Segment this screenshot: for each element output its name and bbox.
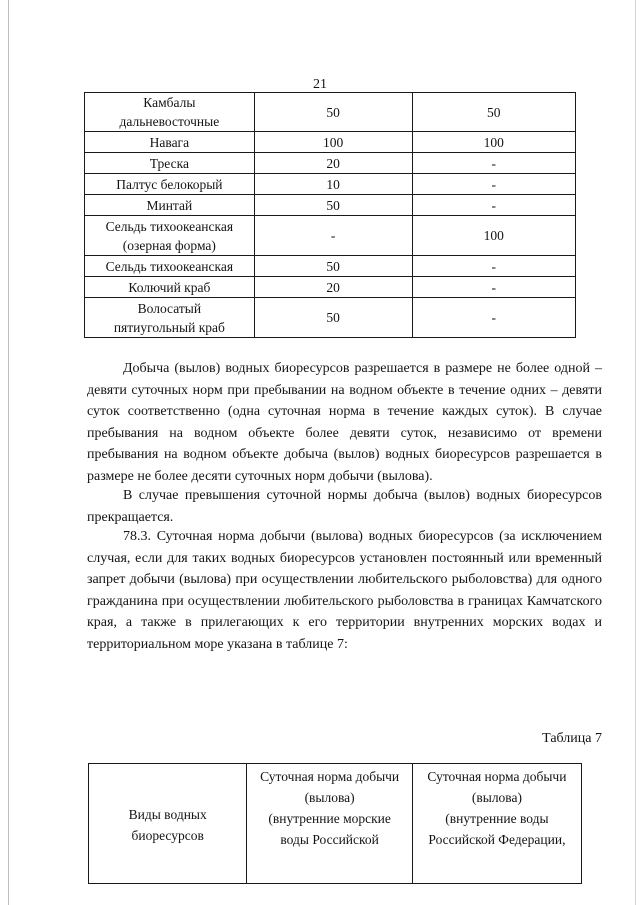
species-cell <box>85 256 255 277</box>
table-row <box>85 153 576 174</box>
norm-value-cell: 100 <box>412 216 575 256</box>
norm-value-cell: 20 <box>254 277 412 298</box>
table-row <box>85 174 576 195</box>
catch-norm-table <box>84 92 576 338</box>
norm-value-cell: 20 <box>254 153 412 174</box>
species-cell <box>85 93 255 132</box>
scan-edge-left <box>8 0 9 905</box>
header-species-line: биоресурсов <box>131 827 204 843</box>
norm-value-cell: 50 <box>254 93 412 132</box>
norm-value-cell: - <box>254 216 412 256</box>
species-line: Сельдь тихоокеанская <box>105 218 234 234</box>
norm-value-cell: - <box>412 256 575 277</box>
norm-value-cell: 50 <box>254 256 412 277</box>
header-marine-line: (вылова) <box>304 790 355 805</box>
paragraph-78-3: 78.3. Суточная норма добычи (вылова) водных биоресурсов (за исключением случая, если для таких водных биоресурсов установлен постоянный или временный запрет добычи (вылова) при осуществлении любительского рыболовства) для одного гражданина при осуществлении любительского рыболовства в границах Камчатского края, а также в прилегающих к его территории внутренних морских водах и территориальном море указана в таблице 7: <box>87 529 602 652</box>
norm-value-cell: 50 <box>254 195 412 216</box>
table-row <box>85 277 576 298</box>
species-line: Сельдь тихоокеанская <box>105 258 234 274</box>
norm-value-cell: 100 <box>412 132 575 153</box>
species-cell <box>85 277 255 298</box>
header-species-line: Виды водных <box>128 806 207 822</box>
species-line: Волосатый <box>137 300 202 316</box>
table-row <box>85 93 576 132</box>
norm-value-cell: - <box>412 277 575 298</box>
table-7-header-inland-waters <box>412 764 581 884</box>
species-line: Камбалы <box>143 95 196 110</box>
header-marine-line: (внутренние морские <box>268 811 391 826</box>
table-row <box>85 132 576 153</box>
species-cell <box>85 216 255 256</box>
norm-value-cell: - <box>412 174 575 195</box>
norm-value-cell: - <box>412 153 575 174</box>
species-line: Колючий краб <box>128 279 211 295</box>
species-line: пятиугольный краб <box>113 319 225 335</box>
species-line: (озерная форма) <box>122 237 216 253</box>
paragraph-exceeding-norm: В случае превышения суточной нормы добыча (вылов) водных биоресурсов прекращается. <box>87 488 602 525</box>
norm-value-cell: - <box>412 195 575 216</box>
species-line: Треска <box>149 155 189 171</box>
table-row <box>85 298 576 338</box>
catch-norm-table-body <box>85 93 576 338</box>
table-row <box>85 195 576 216</box>
species-cell <box>85 174 255 195</box>
header-inland-line: (вылова) <box>471 790 522 805</box>
paragraph-catch-limit: Добыча (вылов) водных биоресурсов разрешается в размере не более одной – девяти суточных норм при пребывании на водном объекте в течение одних – девяти суток соответственно (одна суточная норма в течение каждых суток). В случае пребывания на водном объекте более девяти суток, независимо от времени пребывания на водном объекте добыча (вылов) водных биоресурсов разрешается в размере не более десяти суточных норм добычи (вылова). <box>87 361 602 484</box>
norm-value-cell: 10 <box>254 174 412 195</box>
page-number: 21 <box>313 77 327 92</box>
header-marine-line: воды Российской <box>280 832 379 847</box>
species-line: Палтус белокорый <box>116 176 223 192</box>
species-line: Навага <box>149 134 190 150</box>
scan-edge-right <box>635 0 636 905</box>
species-cell <box>85 195 255 216</box>
norm-value-cell: - <box>412 298 575 338</box>
header-inland-line: Российской Федерации, <box>428 832 566 847</box>
species-cell <box>85 153 255 174</box>
species-line: Минтай <box>146 197 193 213</box>
header-inland-line: (внутренние воды <box>445 811 549 826</box>
norm-value-cell: 50 <box>254 298 412 338</box>
table-7-header-species <box>89 764 247 884</box>
table-row <box>85 256 576 277</box>
norm-value-cell: 100 <box>254 132 412 153</box>
table-row <box>85 216 576 256</box>
header-marine-line: Суточная норма добычи <box>260 769 400 784</box>
header-inland-line: Суточная норма добычи <box>427 769 567 784</box>
species-cell <box>85 132 255 153</box>
table-7-header-row <box>89 764 582 884</box>
table-7-header-marine-waters <box>247 764 412 884</box>
species-cell <box>85 298 255 338</box>
norm-value-cell: 50 <box>412 93 575 132</box>
table-7-caption: Таблица 7 <box>542 731 602 746</box>
species-line: дальневосточные <box>119 114 220 129</box>
table-7 <box>88 763 582 884</box>
